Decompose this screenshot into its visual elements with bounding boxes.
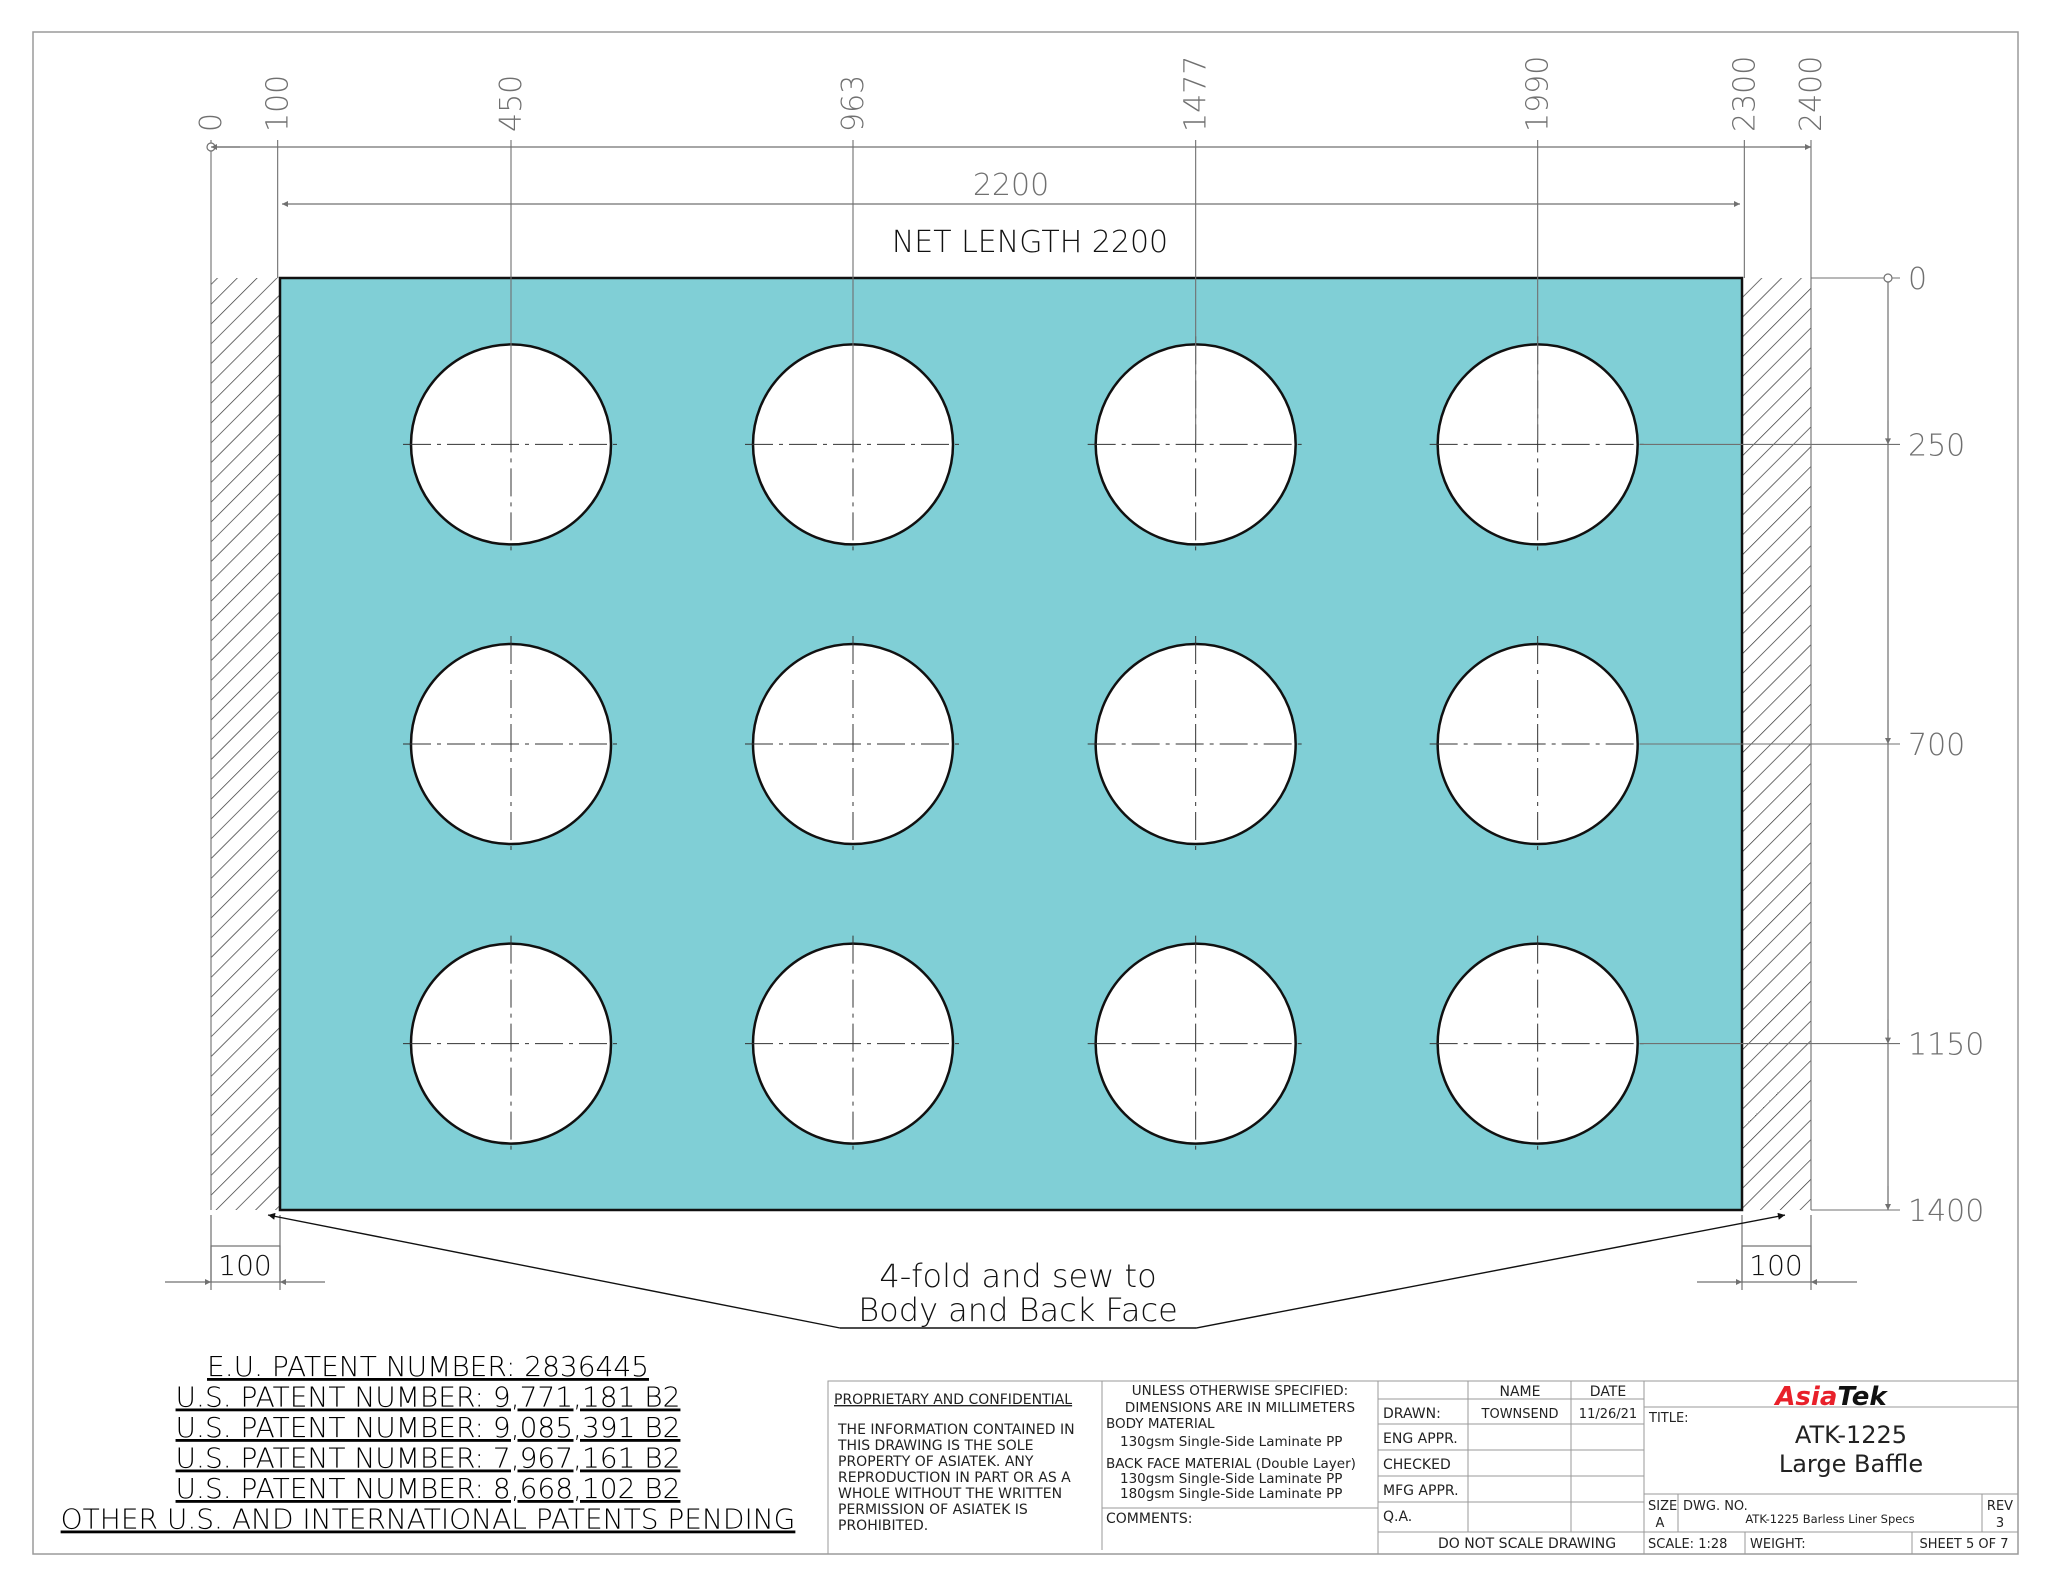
sheet-label: SHEET 5 OF 7 <box>1919 1537 2009 1552</box>
unless-line2: DIMENSIONS ARE IN MILLIMETERS <box>1124 1400 1356 1416</box>
approval-row-label: Q.A. <box>1383 1509 1413 1525</box>
y-origin-marker <box>1884 274 1892 282</box>
back-face-label: BACK FACE MATERIAL (Double Layer) <box>1106 1456 1356 1472</box>
x-dimension-label: 2400 <box>1794 55 1829 132</box>
body-material-label: BODY MATERIAL <box>1106 1416 1215 1432</box>
patent-line: U.S. PATENT NUMBER: 7,967,161 B2 <box>175 1441 681 1475</box>
proprietary-line: PERMISSION OF ASIATEK IS <box>838 1502 1028 1518</box>
note-leader-right <box>1196 1215 1785 1328</box>
drawn-date: 11/26/21 <box>1578 1407 1638 1422</box>
logo-black: Tek <box>1837 1382 1887 1412</box>
x-dimension-label: 2300 <box>1727 55 1763 132</box>
dwg-value: ATK-1225 Barless Liner Specs <box>1745 1512 1915 1526</box>
approval-row-label: MFG APPR. <box>1383 1483 1459 1499</box>
x-dimension-label: 0 <box>194 112 229 132</box>
do-not-scale: DO NOT SCALE DRAWING <box>1437 1536 1617 1552</box>
x-dimension-label: 1477 <box>1178 55 1214 132</box>
patent-line: OTHER U.S. AND INTERNATIONAL PATENTS PENDING <box>60 1502 796 1536</box>
y-dimension-label: 1400 <box>1908 1194 1985 1229</box>
logo-red: Asia <box>1775 1382 1838 1412</box>
approval-row-label: CHECKED <box>1383 1457 1451 1473</box>
fold-note-line2: Body and Back Face <box>858 1291 1178 1329</box>
patent-list <box>61 1350 796 1536</box>
scale-label: SCALE: 1:28 <box>1648 1537 1728 1552</box>
proprietary-heading: PROPRIETARY AND CONFIDENTIAL <box>834 1392 1073 1408</box>
rev-value: 3 <box>1995 1516 2005 1531</box>
title-label: TITLE: <box>1649 1411 1689 1426</box>
hem-left-dim: 100 <box>218 1249 272 1282</box>
body-material-value: 130gsm Single-Side Laminate PP <box>1120 1434 1343 1450</box>
x-dimension-label: 1990 <box>1520 55 1556 132</box>
back-face-value-2: 180gsm Single-Side Laminate PP <box>1120 1486 1343 1502</box>
patent-line: U.S. PATENT NUMBER: 8,668,102 B2 <box>175 1472 681 1505</box>
patent-line: U.S. PATENT NUMBER: 9,085,391 B2 <box>175 1411 681 1444</box>
net-length-label: NET LENGTH 2200 <box>891 225 1169 260</box>
proprietary-line: THIS DRAWING IS THE SOLE <box>838 1438 1034 1454</box>
note-leader-left <box>268 1215 840 1328</box>
y-dimension-label: 0 <box>1908 262 1928 297</box>
comments-label: COMMENTS: <box>1106 1511 1193 1527</box>
approval-row-label: DRAWN: <box>1383 1406 1441 1422</box>
fold-note-line1: 4-fold and sew to <box>879 1257 1157 1295</box>
proprietary-line: WHOLE WITHOUT THE WRITTEN <box>838 1486 1063 1502</box>
overall-dim-label: 2200 <box>972 168 1050 203</box>
hem-right-dim: 100 <box>1749 1249 1803 1282</box>
hem-left-hatch <box>211 278 280 1210</box>
patent-line: U.S. PATENT NUMBER: 9,771,181 B2 <box>175 1380 681 1414</box>
y-dimension-label: 250 <box>1908 428 1966 464</box>
proprietary-line: THE INFORMATION CONTAINED IN <box>838 1422 1075 1438</box>
proprietary-line: PROHIBITED. <box>838 1518 929 1534</box>
weight-label: WEIGHT: <box>1750 1537 1806 1552</box>
asiatek-logo <box>1773 1382 1888 1412</box>
approval-row-label: ENG APPR. <box>1383 1431 1458 1447</box>
unless-line1: UNLESS OTHERWISE SPECIFIED: <box>1131 1383 1349 1399</box>
dwg-label: DWG. NO. <box>1683 1499 1748 1514</box>
name-header: NAME <box>1499 1384 1541 1400</box>
proprietary-line: PROPERTY OF ASIATEK. ANY <box>838 1454 1034 1470</box>
back-face-value-1: 130gsm Single-Side Laminate PP <box>1120 1471 1343 1487</box>
drawn-name: TOWNSEND <box>1481 1407 1559 1422</box>
proprietary-line: REPRODUCTION IN PART OR AS A <box>838 1470 1071 1486</box>
size-label: SIZE <box>1648 1499 1678 1514</box>
title-line2: Large Baffle <box>1778 1450 1924 1478</box>
proprietary-text <box>837 1422 1075 1534</box>
y-dimension-label: 700 <box>1908 728 1966 763</box>
patent-line: E.U. PATENT NUMBER: 2836445 <box>207 1350 649 1383</box>
x-dimension-label: 100 <box>260 74 296 132</box>
size-value: A <box>1655 1516 1665 1531</box>
title-line1: ATK-1225 <box>1794 1421 1908 1449</box>
y-dimension-label: 1150 <box>1908 1027 1985 1063</box>
rev-label: REV <box>1986 1499 2014 1514</box>
date-header: DATE <box>1589 1384 1627 1400</box>
x-dimension-label: 450 <box>494 74 529 132</box>
x-dimension-label: 963 <box>836 74 871 132</box>
